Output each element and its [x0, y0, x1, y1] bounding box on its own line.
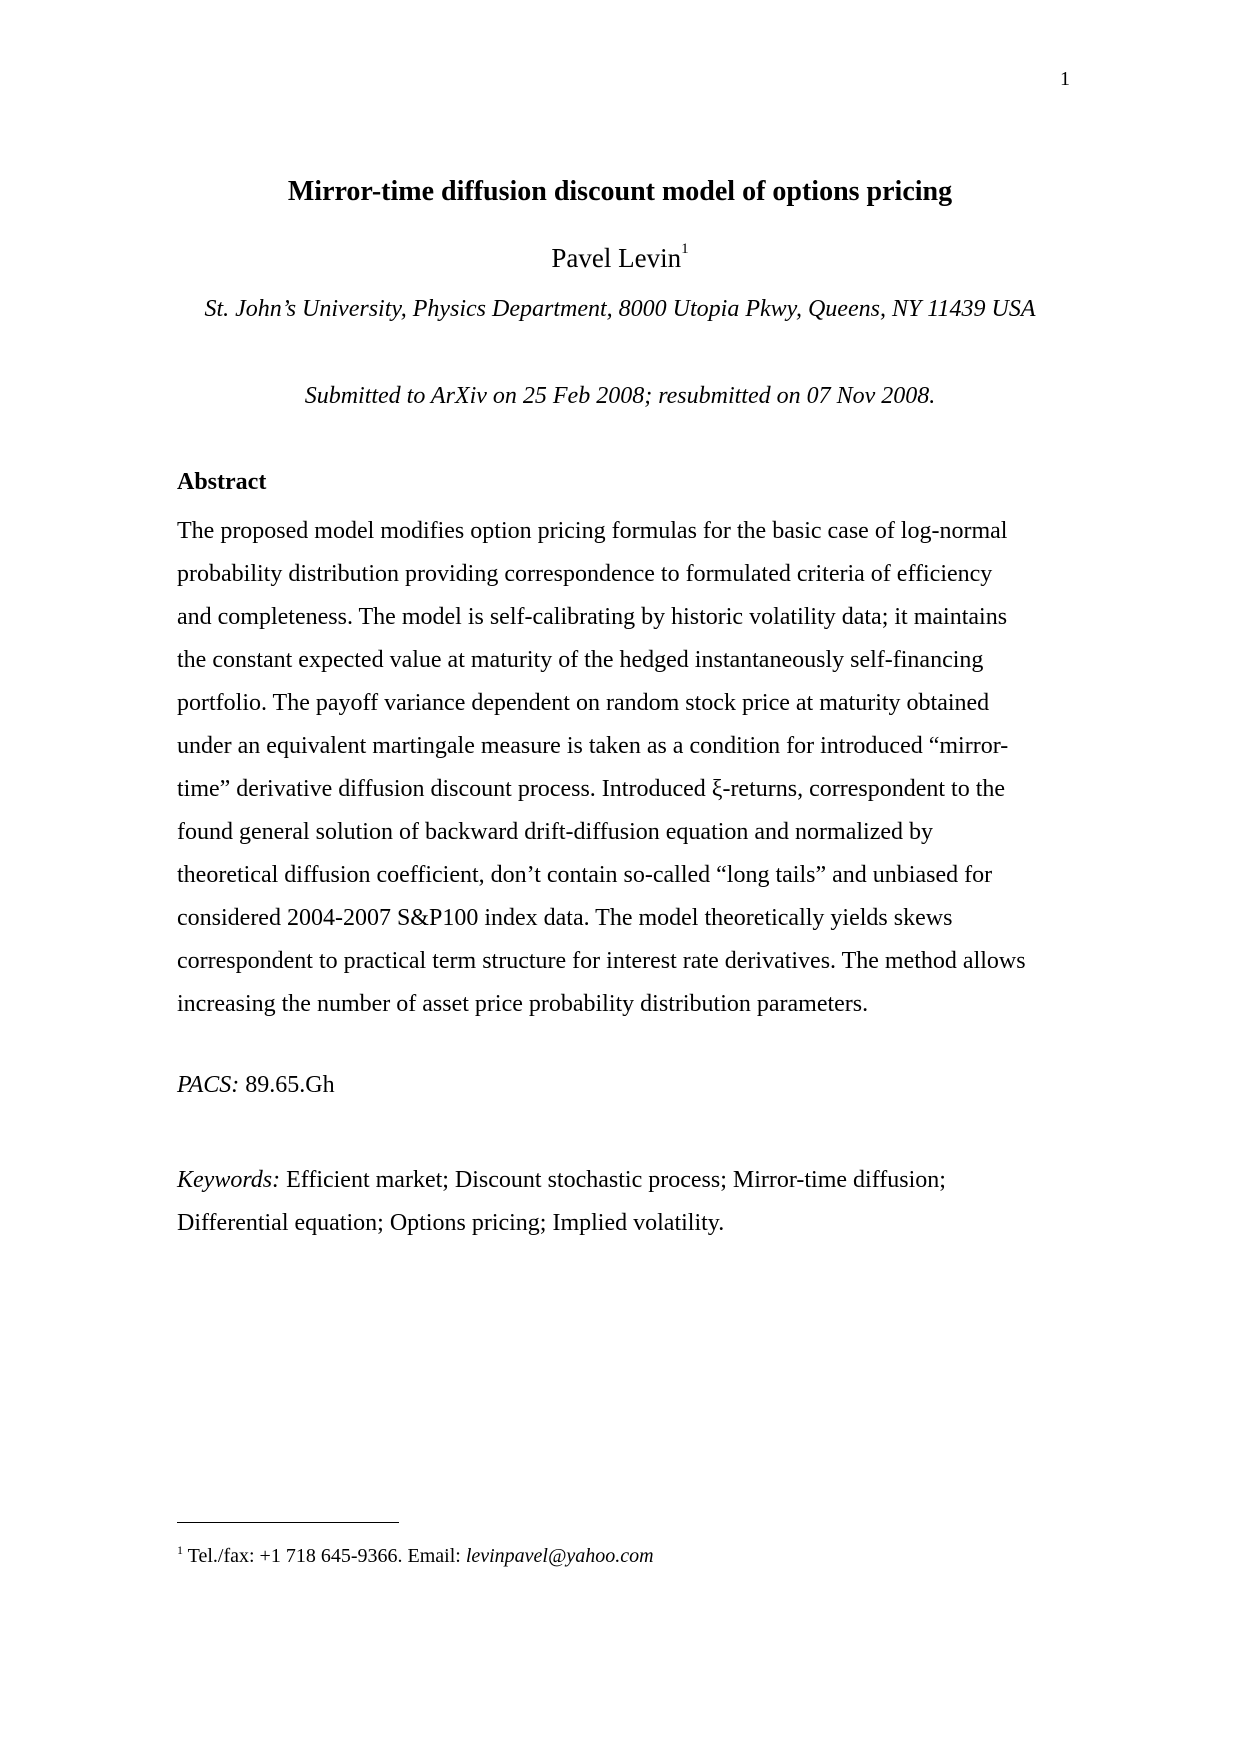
- affiliation: St. John’s University, Physics Department, 8000 Utopia Pkwy, Queens, NY 11439 USA: [204, 296, 1036, 322]
- abstract-body: [177, 510, 1067, 1026]
- abstract-line: probability distribution providing correspondence to formulated criteria of efficiency: [177, 561, 993, 587]
- abstract-line: portfolio. The payoff variance dependent on random stock price at maturity obtained: [177, 690, 990, 716]
- submission-note: Submitted to ArXiv on 25 Feb 2008; resubmitted on 07 Nov 2008.: [304, 383, 936, 409]
- author-footnote-mark: 1: [681, 241, 689, 257]
- abstract-line: correspondent to practical term structure for interest rate derivatives. The method allows: [177, 948, 1026, 974]
- footnote-contact: Tel./fax: +1 718 645-9366. Email:: [183, 1545, 466, 1567]
- footnote-mark: 1: [177, 1543, 183, 1557]
- abstract-line: time” derivative diffusion discount process. Introduced ξ-returns, correspondent to the: [177, 776, 1006, 802]
- abstract-line: theoretical diffusion coefficient, don’t contain so-called “long tails” and unbiased for: [177, 862, 993, 888]
- keywords-line: [177, 1159, 1067, 1202]
- pacs-label: PACS:: [177, 1072, 240, 1098]
- abstract-line: found general solution of backward drift-diffusion equation and normalized by: [177, 819, 934, 845]
- author-line: [0, 243, 1240, 274]
- paper-title: Mirror-time diffusion discount model of options pricing: [287, 176, 953, 207]
- pacs-line: [177, 1072, 335, 1099]
- keywords-text-1: Efficient market; Discount stochastic process; Mirror-time diffusion;: [280, 1167, 946, 1193]
- abstract-line: considered 2004-2007 S&P100 index data. The model theoretically yields skews: [177, 905, 953, 931]
- footnote: [177, 1545, 654, 1568]
- footnote-divider: [177, 1522, 399, 1523]
- author-name: Pavel Levin: [551, 243, 682, 273]
- pacs-value: 89.65.Gh: [239, 1072, 335, 1098]
- abstract-line: the constant expected value at maturity of the hedged instantaneously self-financing: [177, 647, 984, 673]
- abstract-line: increasing the number of asset price probability distribution parameters.: [177, 991, 869, 1017]
- footnote-email: levinpavel@yahoo.com: [465, 1545, 654, 1567]
- abstract-line: under an equivalent martingale measure is taken as a condition for introduced “mirror-: [177, 733, 1009, 759]
- keywords-text-2: Differential equation; Options pricing; Implied volatility.: [177, 1210, 725, 1236]
- abstract-heading: Abstract: [177, 469, 267, 495]
- abstract-line: and completeness. The model is self-calibrating by historic volatility data; it maintains: [177, 604, 1008, 630]
- page-number: 1: [1060, 68, 1070, 90]
- keywords-label: Keywords:: [177, 1167, 281, 1193]
- abstract-line: The proposed model modifies option pricing formulas for the basic case of log-normal: [177, 518, 1008, 544]
- keywords-block: [177, 1159, 1067, 1245]
